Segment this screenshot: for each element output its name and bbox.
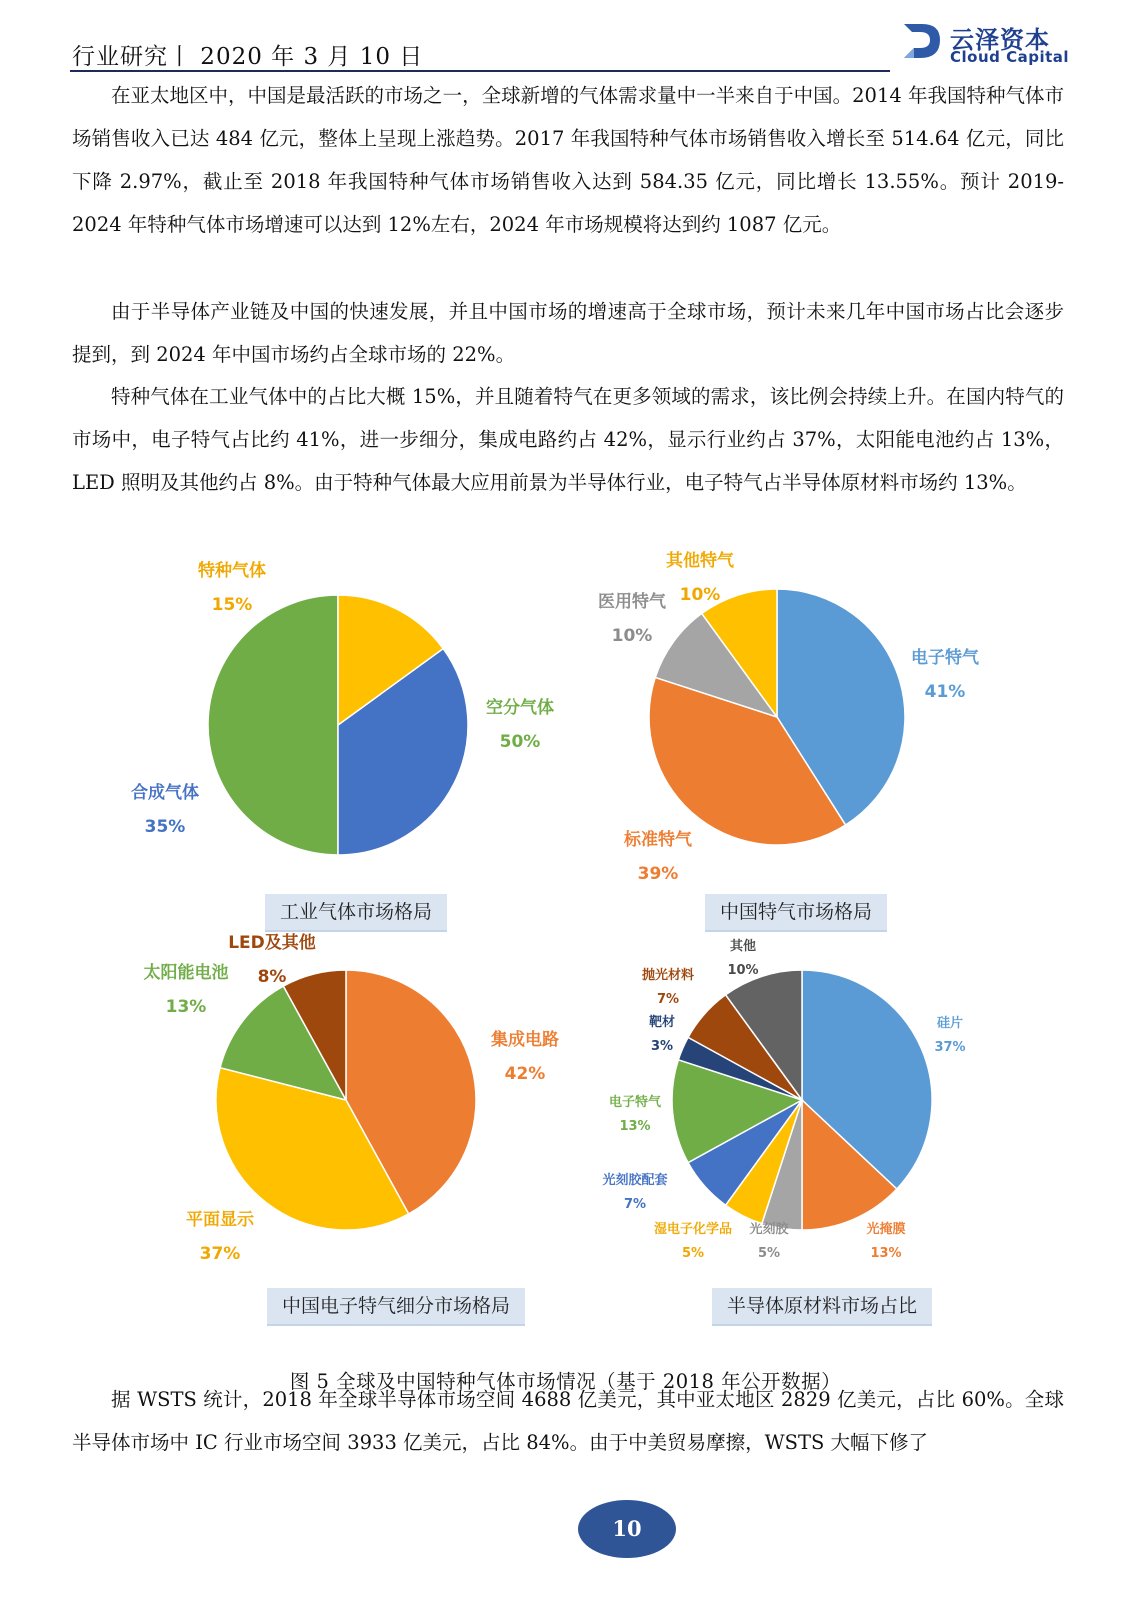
slice-value-3-2: 37% xyxy=(199,1244,241,1264)
slice-value-1-3: 15% xyxy=(211,595,253,615)
slice-label-1-1: 空分气体 xyxy=(486,698,554,718)
chart-title-electronic-gas-segments: 中国电子特气细分市场格局 xyxy=(267,1288,525,1326)
slice-label-1-2: 合成气体 xyxy=(131,783,199,803)
chart-title-industrial-gas: 工业气体市场格局 xyxy=(265,894,447,932)
slice-value-4-2: 13% xyxy=(870,1246,902,1261)
slice-value-4-9: 10% xyxy=(727,963,759,978)
slice-value-4-4: 5% xyxy=(681,1246,705,1261)
slice-label-4-5: 光刻胶配套 xyxy=(602,1173,668,1188)
slice-value-4-6: 13% xyxy=(619,1119,651,1134)
slice-label-4-1: 硅片 xyxy=(936,1016,964,1031)
paragraph-3: 特种气体在工业气体中的占比大概 15%，并且随着特气在更多领域的需求，该比例会持续上升。在国内特气的市场中，电子特气占比约 41%，进一步细分，集成电路约占 42%，显示行业约占 37%，太阳能电池约占 13%，LED 照明及其他约占 8%。由于特种气体最大应用前景为半导体行业，电子特气占半导体原材料市场约 13%。 xyxy=(72,385,1064,494)
pie-chart-2 xyxy=(598,550,980,884)
slice-label-4-2: 光掩膜 xyxy=(866,1222,906,1237)
page-number-badge xyxy=(576,1498,678,1560)
slice-label-2-3: 医用特气 xyxy=(598,592,666,612)
paragraph-1: 在亚太地区中，中国是最活跃的市场之一，全球新增的气体需求量中一半来自于中国。2014 年我国特种气体市场销售收入已达 484 亿元，整体上呈现上涨趋势。2017 年我国特种气体市场销售收入增长至 514.64 亿元，同比下降 2.97%，截止至 2018 年我国特种气体市场销售收入达到 584.35 亿元，同比增长 13.55%。预计 2019-2024 年特种气体市场增速可以达到 12%左右，2024 年市场规模将达到约 1087 亿元。 xyxy=(72,84,1064,236)
slice-label-4-6: 电子特气 xyxy=(608,1095,662,1110)
slice-label-3-4: LED及其他 xyxy=(228,933,316,953)
slice-value-4-3: 5% xyxy=(757,1246,781,1261)
slice-label-1-3: 特种气体 xyxy=(198,561,266,581)
pie-chart-1 xyxy=(131,560,554,855)
slice-value-2-3: 10% xyxy=(611,626,653,646)
slice-label-3-3: 太阳能电池 xyxy=(143,963,229,983)
slice-label-3-1: 集成电路 xyxy=(491,1030,559,1050)
pie-chart-3 xyxy=(144,932,560,1264)
slice-value-3-4: 8% xyxy=(257,967,287,987)
pie-slice-1-1 xyxy=(208,595,338,855)
logo-text-en: Cloud Capital xyxy=(950,48,1070,66)
slice-label-2-1: 电子特气 xyxy=(911,648,979,668)
figure-caption: 图 5 全球及中国特种气体市场情况（基于 2018 年公开数据） xyxy=(289,1370,842,1393)
page-number: 10 xyxy=(612,1516,642,1541)
slice-value-4-8: 7% xyxy=(656,992,680,1007)
slice-label-2-2: 标准特气 xyxy=(624,830,692,850)
slice-value-4-1: 37% xyxy=(934,1040,966,1055)
slice-value-2-2: 39% xyxy=(637,864,679,884)
slice-value-1-2: 35% xyxy=(144,817,186,837)
slice-value-2-1: 41% xyxy=(924,682,966,702)
slice-value-3-3: 13% xyxy=(165,997,207,1017)
slice-label-3-2: 平面显示 xyxy=(186,1210,254,1230)
chart-title-china-special-gas: 中国特气市场格局 xyxy=(705,894,887,932)
slice-label-4-3: 光刻胶 xyxy=(749,1222,789,1237)
page-header-title: 行业研究丨 2020 年 3 月 10 日 xyxy=(72,44,424,70)
slice-value-1-1: 50% xyxy=(499,732,541,752)
logo-text-cn: 云泽资本 xyxy=(950,26,1050,54)
chart-title-semiconductor-materials: 半导体原材料市场占比 xyxy=(712,1288,932,1326)
paragraph-4: 据 WSTS 统计，2018 年全球半导体市场空间 4688 亿美元，其中亚太地区 2829 亿美元，占比 60%。全球半导体市场中 IC 行业市场空间 3933 亿美元，占比 84%。由于中美贸易摩擦，WSTS 大幅下修了 xyxy=(72,1388,1064,1454)
slice-label-4-4: 湿电子化学品 xyxy=(653,1222,733,1237)
slice-value-4-5: 7% xyxy=(623,1197,647,1212)
slice-label-2-4: 其他特气 xyxy=(666,551,734,571)
slice-label-4-8: 抛光材料 xyxy=(641,968,695,983)
slice-label-4-7: 靶材 xyxy=(648,1015,676,1030)
pie-chart-4 xyxy=(602,938,965,1261)
slice-value-4-7: 3% xyxy=(650,1039,674,1054)
slice-label-4-9: 其他 xyxy=(729,939,757,954)
paragraph-2: 由于半导体产业链及中国的快速发展，并且中国市场的增速高于全球市场，预计未来几年中国市场占比会逐步提到，到 2024 年中国市场约占全球市场的 22%。 xyxy=(72,300,1064,366)
slice-value-2-4: 10% xyxy=(679,585,721,605)
slice-value-3-1: 42% xyxy=(504,1064,546,1084)
